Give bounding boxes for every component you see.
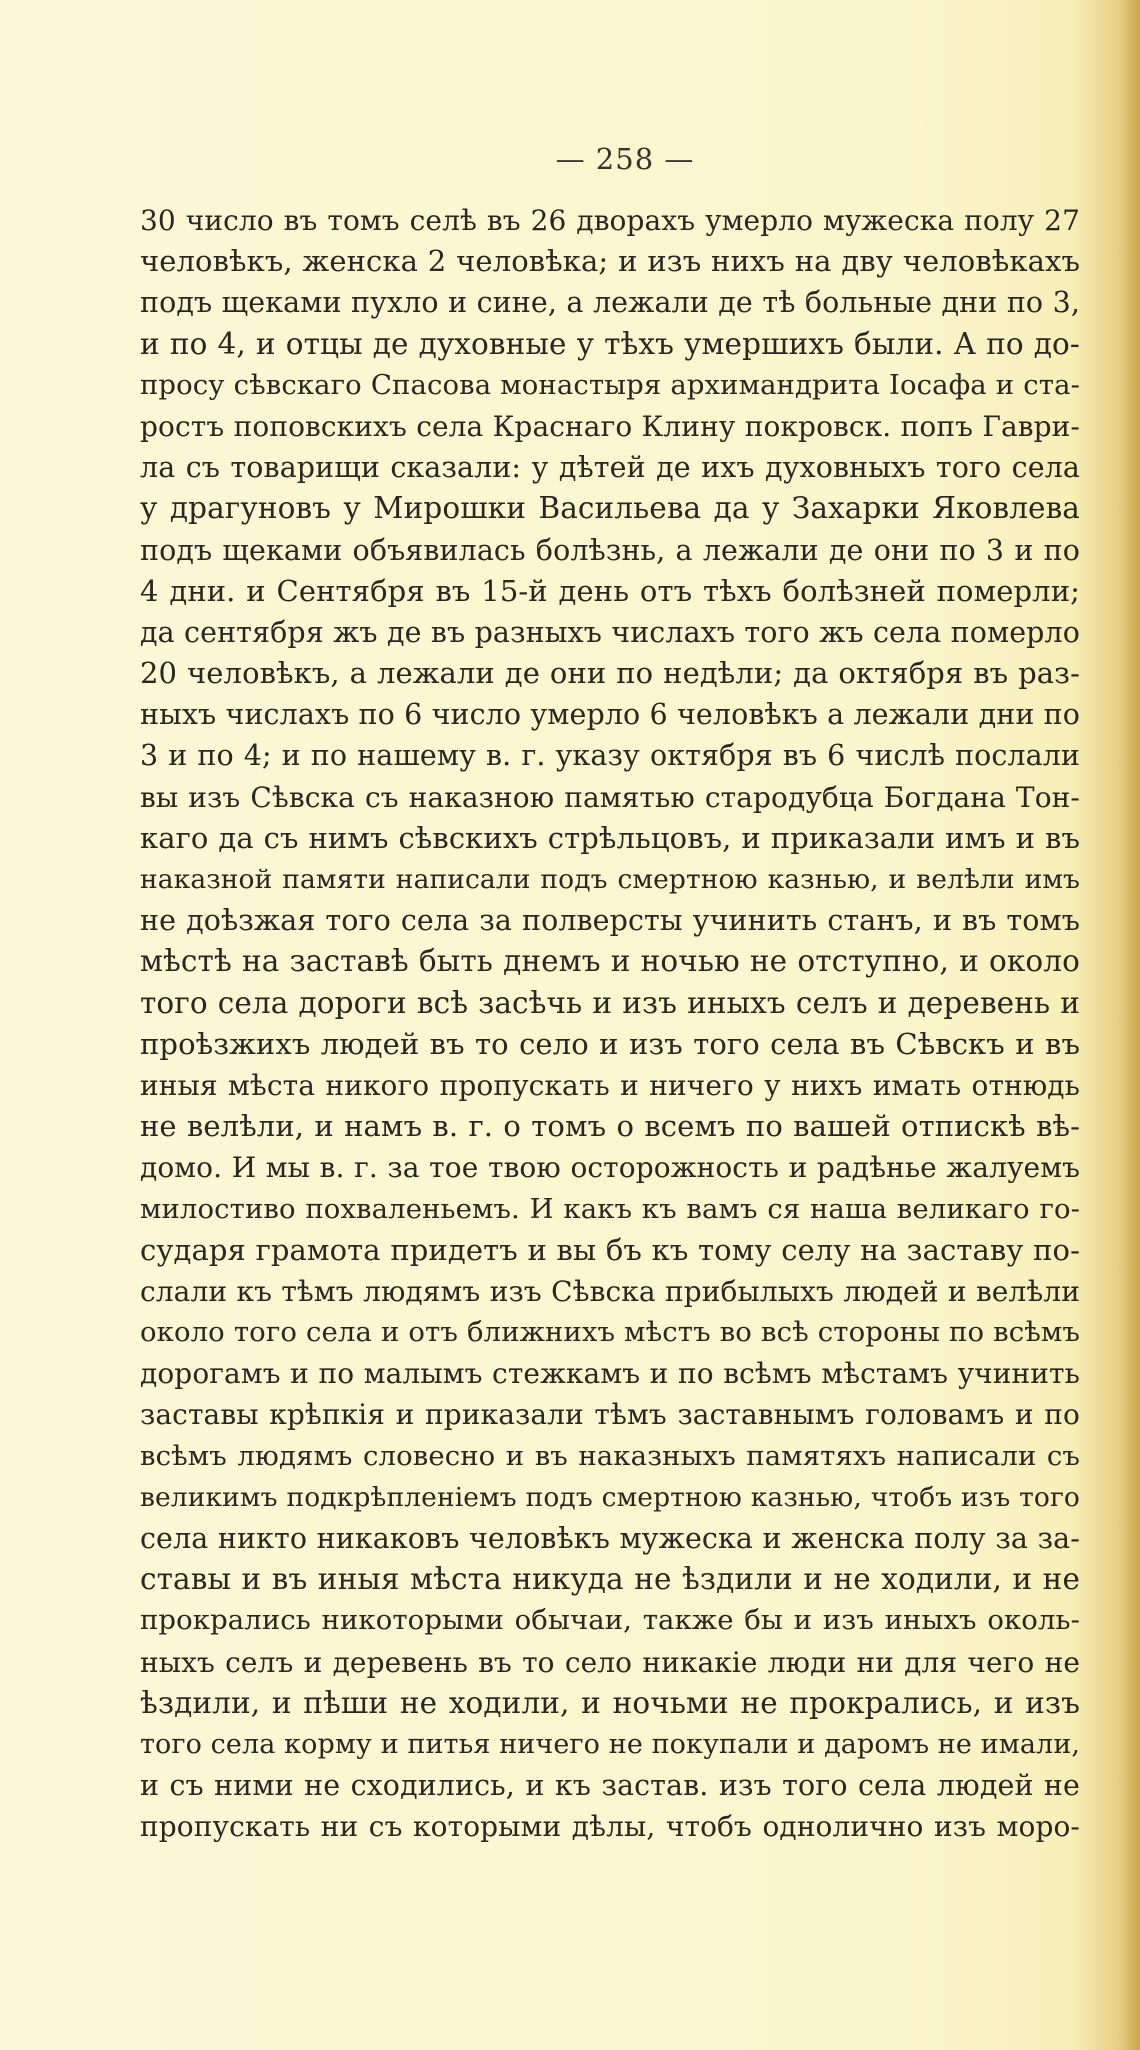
text-line: того села дороги всѣ засѣчь и изъ иныхъ селъ и деревень и: [140, 985, 1080, 1020]
text-line: ла съ товарищи сказали: у дѣтей де ихъ духовныхъ того села: [140, 451, 1080, 485]
text-line: и по 4, и отцы де духовные у тѣхъ умершихъ были. А по до-: [140, 326, 1080, 361]
text-line: да сентября жъ де въ разныхъ числахъ того жъ села померло: [140, 615, 1080, 649]
text-line: пропускать ни съ которыми дѣлы, чтобъ однолично изъ моро-: [140, 1810, 1080, 1844]
page-body-text: [140, 200, 1080, 1848]
text-line: просу сѣвскаго Спасова монастыря архимандрита Іосафа и ста-: [140, 368, 1080, 401]
text-line: заставы крѣпкія и приказали тѣмъ заставнымъ головамъ и по: [140, 1398, 1080, 1432]
text-line: вы изъ Сѣвска съ наказною памятью стародубца Богдана Тон-: [140, 780, 1080, 814]
page-edge-shadow: [1120, 0, 1140, 2050]
text-line: подъ щеками объявилась болѣзнь, а лежали де они по 3 и по: [140, 533, 1080, 567]
text-line: дорогамъ и по малымъ стежкамъ и по всѣмъ мѣстамъ учинить: [140, 1357, 1080, 1391]
text-line: села никто никаковъ человѣкъ мужеска и женска полу за за-: [140, 1522, 1080, 1555]
text-line: домо. И мы в. г. за тое твою осторожность и радѣнье жалуемъ: [140, 1151, 1080, 1185]
text-line: и съ ними не сходились, и къ застав. изъ того села людей не: [140, 1769, 1080, 1803]
text-line: подъ щеками пухло и сине, а лежали де тѣ больные дни по 3,: [140, 286, 1080, 320]
text-line: слали къ тѣмъ людямъ изъ Сѣвска прибылыхъ людей и велѣли: [140, 1274, 1080, 1308]
text-line: прокрались никоторыми обычаи, также бы и изъ иныхъ околь-: [140, 1604, 1080, 1637]
text-line: ставы и въ иныя мѣста никуда не ѣздили и не ходили, и не: [140, 1562, 1080, 1597]
text-line: 3 и по 4; и по нашему в. г. указу октября въ 6 числѣ послали: [140, 739, 1080, 773]
text-line: 20 человѣкъ, а лежали де они по недѣли; да октября въ раз-: [140, 656, 1080, 691]
text-line: иныя мѣста никого пропускать и ничего у нихъ имать отнюдь: [140, 1068, 1080, 1102]
text-line: великимъ подкрѣпленіемъ подъ смертною казнью, чтобъ изъ того: [140, 1481, 1080, 1513]
text-line: каго да съ нимъ сѣвскихъ стрѣльцовъ, и приказали имъ и въ: [140, 820, 1080, 855]
text-line: не велѣли, и намъ в. г. о томъ о всемъ по вашей отпискѣ вѣ-: [140, 1109, 1080, 1144]
text-line: мѣстѣ на заставѣ быть днемъ и ночью не отступно, и около: [140, 944, 1080, 979]
page-number: — 258 —: [555, 142, 695, 176]
text-line: человѣкъ, женска 2 человѣка; и изъ нихъ на дву человѣкахъ: [140, 244, 1080, 279]
text-line: милостиво похваленьемъ. И какъ къ вамъ ся наша великаго го-: [140, 1192, 1080, 1225]
text-line: около того села и отъ ближнихъ мѣстъ во всѣ стороны по всѣмъ: [140, 1316, 1080, 1349]
text-line: того села корму и питья ничего не покупали и даромъ не имали,: [140, 1728, 1081, 1760]
text-line: ныхъ числахъ по 6 число умерло 6 человѣкъ а лежали дни по: [140, 698, 1080, 732]
text-line: проѣзжихъ людей въ то село и изъ того села въ Сѣвскъ и въ: [140, 1026, 1080, 1061]
text-line: ѣздили, и пѣши не ходили, и ночьми не прокрались, и изъ: [140, 1685, 1080, 1720]
text-line: всѣмъ людямъ словесно и въ наказныхъ памятяхъ написали съ: [140, 1439, 1080, 1472]
text-line: наказной памяти написали подъ смертною казнью, и велѣли имъ: [140, 864, 1080, 895]
text-line: 4 дни. и Сентября въ 15-й день отъ тѣхъ болѣзней померли;: [140, 573, 1080, 608]
text-line: ныхъ селъ и деревень въ то село никакіе люди ни для чего не: [140, 1645, 1080, 1679]
text-line: у драгуновъ у Мирошки Васильева да у Захарки Яковлева: [140, 491, 1080, 526]
text-line: ростъ поповскихъ села Краснаго Клину покровск. попъ Гаври-: [140, 409, 1080, 443]
text-line: 30 число въ томъ селѣ въ 26 дворахъ умерло мужеска полу 27: [140, 204, 1080, 237]
text-line: сударя грамота придетъ и вы бъ къ тому селу на заставу по-: [140, 1232, 1080, 1267]
text-line: не доѣзжая того села за полверсты учинить станъ, и въ томъ: [140, 904, 1080, 938]
